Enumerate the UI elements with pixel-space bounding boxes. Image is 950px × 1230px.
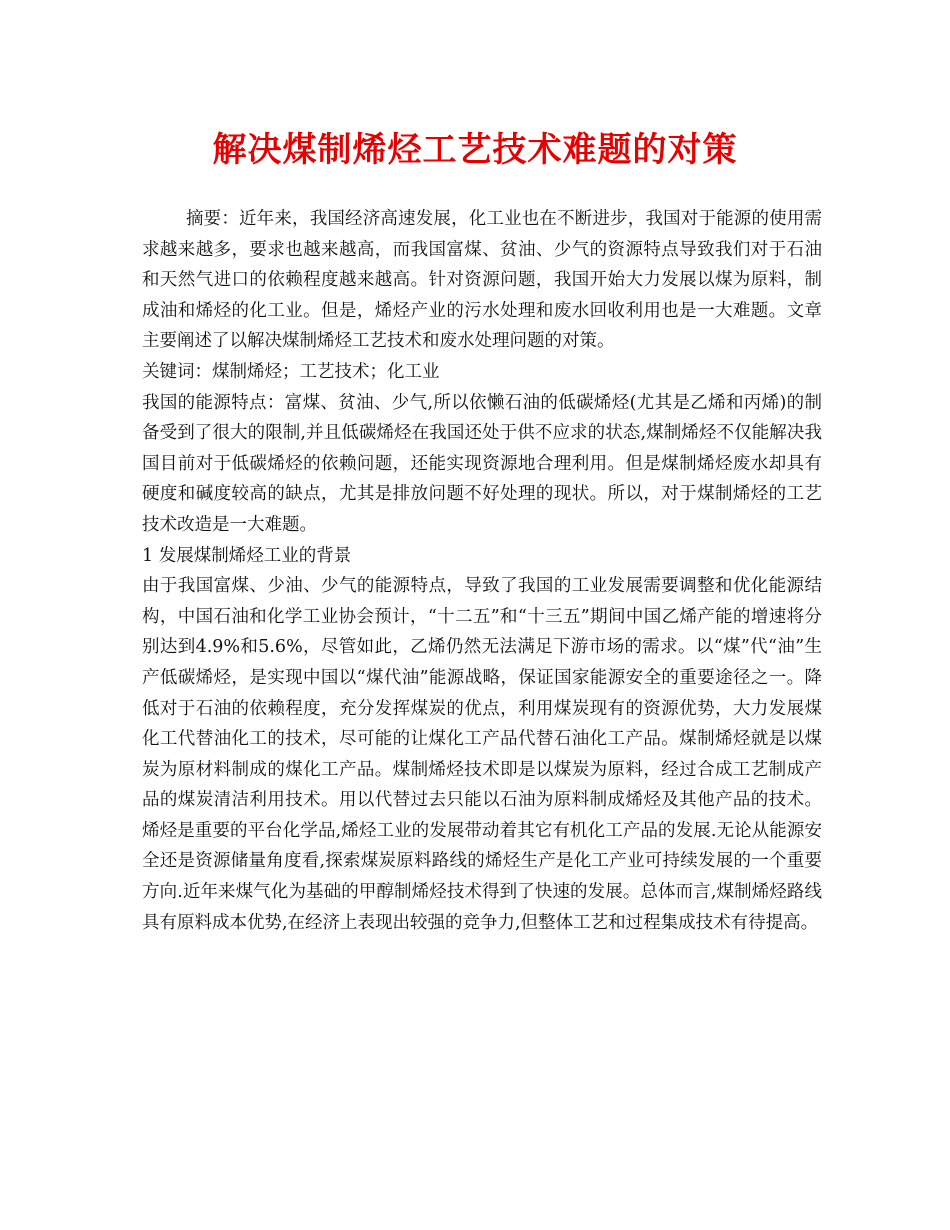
document-body bbox=[142, 204, 822, 938]
document-title: 解决煤制烯烃工艺技术难题的对策 bbox=[212, 130, 738, 170]
keywords-line: 关键词：煤制烯烃；工艺技术；化工业 bbox=[142, 361, 440, 382]
abstract-paragraph: 摘要：近年来，我国经济高速发展，化工业也在不断进步，我国对于能源的使用需求越来越多，要求也越来越高，而我国富煤、贫油、少气的资源特点导致我们对于石油和天然气进口的依赖程度越来越高。针对资源问题，我国开始大力发展以煤为原料，制成油和烯烃的化工业。但是，烯烃产业的污水处理和废水回收利用也是一大难题。文章主要阐述了以解决煤制烯烃工艺技术和废水处理问题的对策。 bbox=[142, 209, 822, 352]
section-1-paragraph: 由于我国富煤、少油、少气的能源特点，导致了我国的工业发展需要调整和优化能源结构，中国石油和化学工业协会预计，“十二五”和“十三五”期间中国乙烯产能的增速将分别达到4.9%和5.6%，尽管如此，乙烯仍然无法满足下游市场的需求。以“煤”代“油”生产低碳烯烃，是实现中国以“煤代油”能源战略，保证国家能源安全的重要途径之一。降低对于石油的依赖程度，充分发挥煤炭的优点，利用煤炭现有的资源优势，大力发展煤化工代替油化工的技术，尽可能的让煤化工产品代替石油化工产品。煤制烯烃就是以煤炭为原材料制成的煤化工产品。煤制烯烃技术即是以煤炭为原料，经过合成工艺制成产品的煤炭清洁利用技术。用以代替过去只能以石油为原料制成烯烃及其他产品的技术。烯烃是重要的平台化学品,烯烃工业的发展带动着其它有机化工产品的发展.无论从能源安全还是资源储量角度看,探索煤炭原料路线的烯烃生产是化工产业可持续发展的一个重要方向.近年来煤气化为基础的甲醇制烯烃技术得到了快速的发展。总体而言,煤制烯烃路线具有原料成本优势,在经济上表现出较强的竞争力,但整体工艺和过程集成技术有待提高。 bbox=[142, 576, 822, 933]
section-1-heading: 1 发展煤制烯烃工业的背景 bbox=[142, 545, 352, 566]
intro-paragraph: 我国的能源特点：富煤、贫油、少气,所以依懒石油的低碳烯烃(尤其是乙烯和丙烯)的制备受到了很大的限制,并且低碳烯烃在我国还处于供不应求的状态,煤制烯烃不仅能解决我国目前对于低碳烯烃的依赖问题，还能实现资源地合理利用。但是煤制烯烃废水却具有硬度和碱度较高的缺点，尤其是排放问题不好处理的现状。所以，对于煤制烯烃的工艺技术改造是一大难题。 bbox=[142, 392, 822, 535]
